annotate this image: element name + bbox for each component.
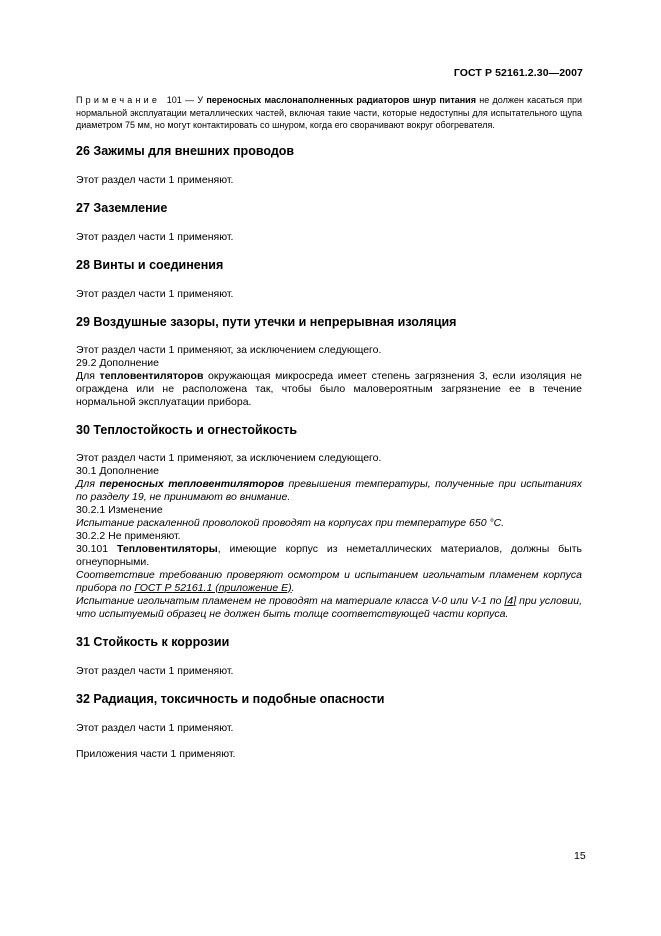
s30-p1-bold: переносных тепловентиляторов xyxy=(99,477,284,490)
note-number: 101 — У xyxy=(166,95,204,105)
section-30-2-2: 30.2.2 Не применяют. xyxy=(76,529,181,542)
s30-p5-pre: Испытание игольчатым пламенем не проводят на материале класса V-0 или V-1 по xyxy=(76,594,505,607)
section-30-title: 30 Теплостойкость и огнестойкость xyxy=(76,422,298,437)
section-30-2-1-text: Испытание раскаленной проволокой проводят на корпусах при температуре 650 °С. xyxy=(76,516,505,529)
section-27-title: 27 Заземление xyxy=(76,200,168,215)
section-26-title: 26 Зажимы для внешних проводов xyxy=(76,143,295,158)
bibliography-link[interactable]: [4] xyxy=(504,594,517,607)
section-30-needle-flame xyxy=(76,595,582,621)
section-28-title: 28 Винты и соединения xyxy=(76,257,224,272)
section-32-text: Этот раздел части 1 применяют. xyxy=(76,721,234,734)
section-30-101 xyxy=(76,543,582,569)
section-28-text: Этот раздел части 1 применяют. xyxy=(76,287,234,300)
section-31-title: 31 Стойкость к коррозии xyxy=(76,634,230,649)
s29-bold: тепловентиляторов xyxy=(99,369,204,382)
section-27-text: Этот раздел части 1 применяют. xyxy=(76,230,234,243)
s30-101-rest: , имеющие корпус из неметаллических материалов, должны быть огнеупорными. xyxy=(76,542,582,568)
note-101 xyxy=(76,94,582,132)
note-label: Примечание xyxy=(76,95,161,105)
section-29-sub: 29.2 Дополнение xyxy=(76,356,159,369)
section-30-intro: Этот раздел части 1 применяют, за исключением следующего. xyxy=(76,451,382,464)
section-29-paragraph xyxy=(76,370,582,409)
s29-pre: Для xyxy=(76,369,100,382)
section-31-text: Этот раздел части 1 применяют. xyxy=(76,664,234,677)
section-30-compliance xyxy=(76,569,582,595)
section-29-intro: Этот раздел части 1 применяют, за исключением следующего. xyxy=(76,343,382,356)
s30-p5-post: при условии, что испытуемый образец не должен быть толще соответствующей части корпуса. xyxy=(76,594,582,620)
note-rest: не должен касаться при нормальной эксплуатации металлических частей, включая такие части, которые недоступны для испытательного щупа диаметром 75 мм, но могут контактировать со шнуром, когда его сворачивают вокруг обогревателя. xyxy=(76,95,582,130)
s30-p4-pre: Соответствие требованию проверяют осмотром и испытанием игольчатым пламенем корпуса прибора по xyxy=(76,568,582,594)
s30-p1-pre: Для xyxy=(76,477,100,490)
document-code: ГОСТ Р 52161.2.30—2007 xyxy=(453,67,583,79)
page-number: 15 xyxy=(574,850,586,862)
section-30-1: 30.1 Дополнение xyxy=(76,464,159,477)
page-content xyxy=(76,94,582,761)
s30-101-bold: Тепловентиляторы xyxy=(117,542,218,555)
s29-rest: окружающая микросреда имеет степень загрязнения 3, если изоляция не ограждена или не расположена так, чтобы было маловероятным загрязнение ее в течение нормальной эксплуатации прибора. xyxy=(76,369,582,408)
s30-101-num: 30.101 xyxy=(76,542,118,555)
section-26-text: Этот раздел части 1 применяют. xyxy=(76,173,234,186)
note-bold: переносных маслонаполненных радиаторов шнур питания xyxy=(206,95,476,105)
section-29-title: 29 Воздушные зазоры, пути утечки и непрерывная изоляция xyxy=(76,314,457,329)
gost-reference-link[interactable]: ГОСТ Р 52161.1 (приложение Е) xyxy=(134,581,292,594)
s30-p1-rest: превышения температуры, полученные при испытаниях по разделу 19, не принимают во внимание. xyxy=(76,477,583,503)
section-30-2-1: 30.2.1 Изменение xyxy=(76,503,163,516)
annex-statement: Приложения части 1 применяют. xyxy=(76,747,236,760)
s30-p4-post: . xyxy=(291,581,295,594)
section-30-1-text xyxy=(76,478,582,504)
section-32-title: 32 Радиация, токсичность и подобные опасности xyxy=(76,691,385,706)
